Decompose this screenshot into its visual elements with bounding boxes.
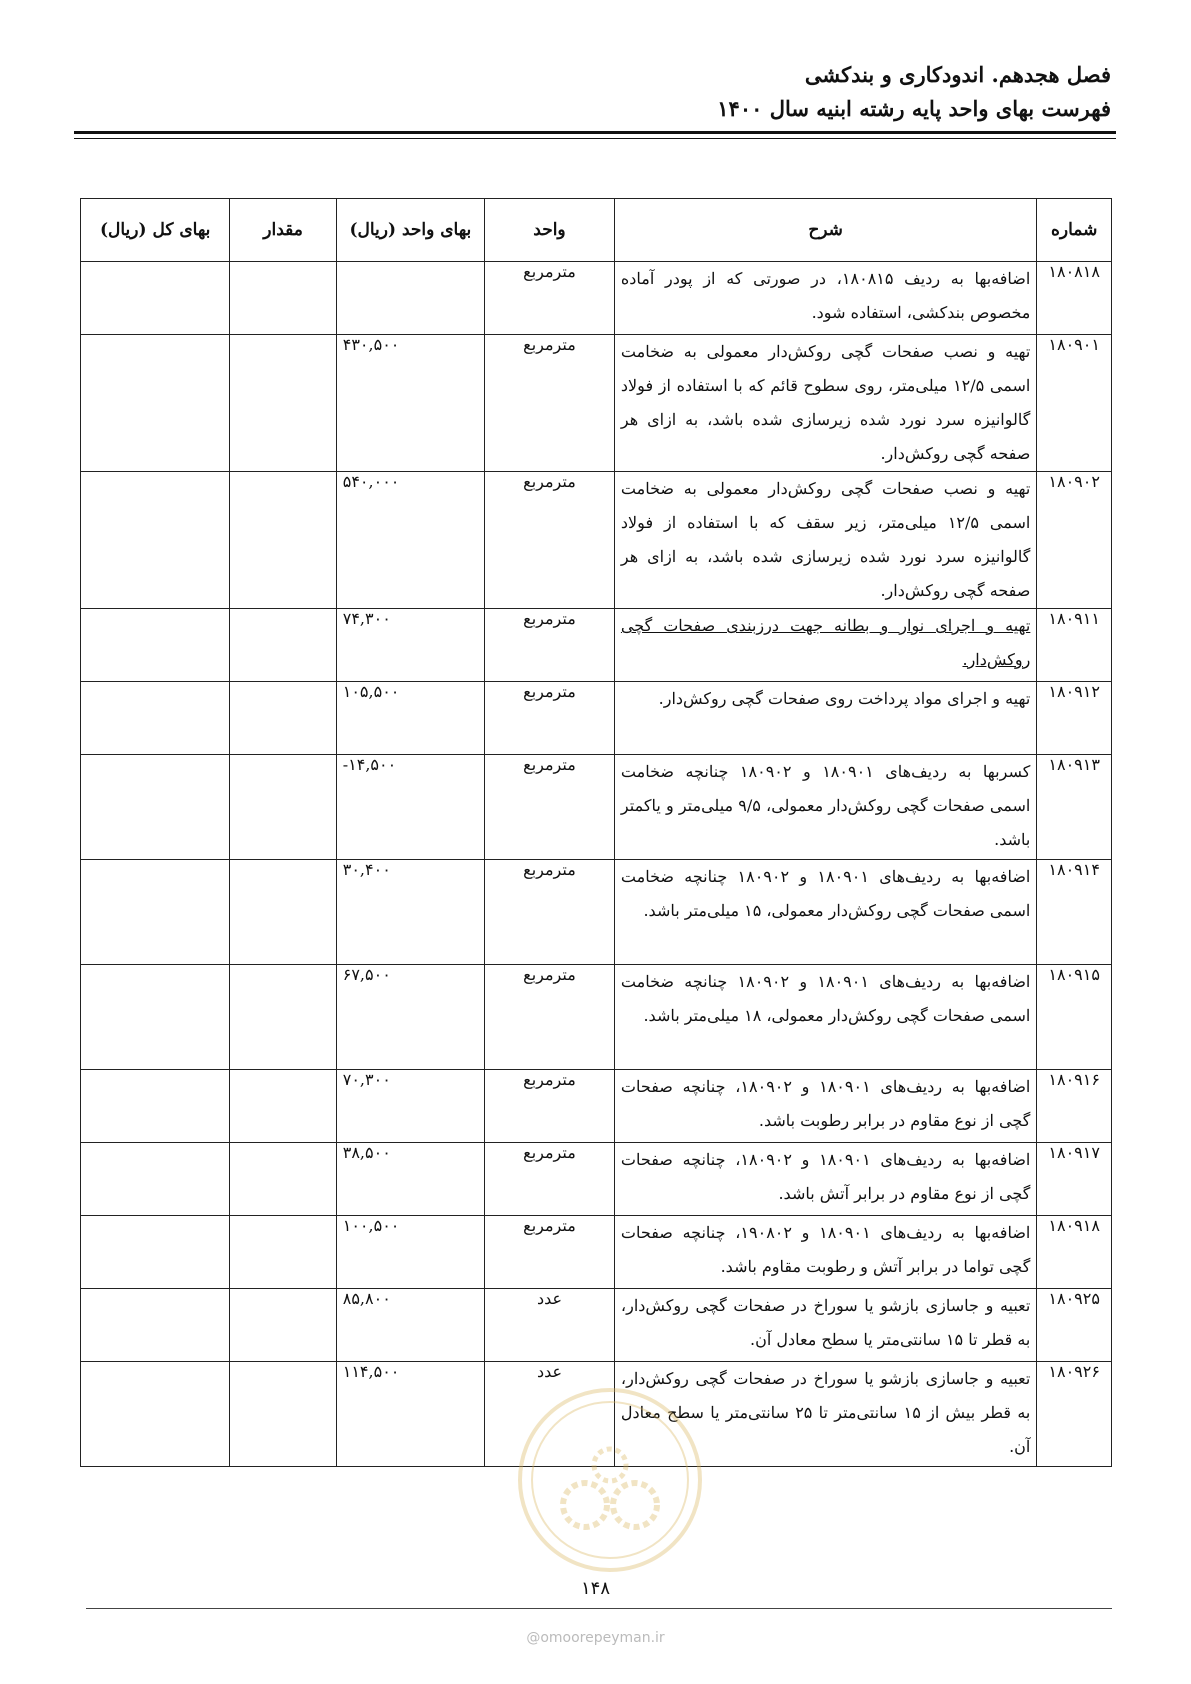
- item-quantity: [230, 682, 336, 755]
- item-total-price: [81, 755, 230, 860]
- item-unit-price: -۱۴,۵۰۰: [336, 755, 484, 860]
- item-unit: مترمربع: [485, 965, 615, 1070]
- footer-rule: [86, 1608, 1112, 1609]
- item-unit: مترمربع: [485, 472, 615, 609]
- item-unit: عدد: [485, 1289, 615, 1362]
- item-unit-price: [336, 262, 484, 335]
- item-total-price: [81, 1216, 230, 1289]
- item-number: ۱۸۰۹۲۵: [1037, 1289, 1112, 1362]
- page-number: ۱۴۸: [580, 1578, 610, 1599]
- table-row: [81, 755, 1112, 860]
- item-unit-price: ۳۸,۵۰۰: [336, 1143, 484, 1216]
- item-total-price: [81, 1070, 230, 1143]
- item-total-price: [81, 1143, 230, 1216]
- table-row: [81, 682, 1112, 755]
- item-quantity: [230, 262, 336, 335]
- column-header-unit: واحد: [485, 199, 615, 262]
- chapter-title: فصل هجدهم. اندودکاری و بندکشی: [804, 62, 1111, 87]
- item-unit: مترمربع: [485, 1070, 615, 1143]
- item-description: اضافه‌بها به ردیف‌های ۱۸۰۹۰۱ و ۱۸۰۹۰۲ چنانچه ضخامت اسمی صفحات گچی روکش‌دار معمولی، ۱۸ میلی‌متر باشد.: [614, 965, 1036, 1070]
- column-header-total-price: بهای کل (ریال): [81, 199, 230, 262]
- item-number: ۱۸۰۹۱۸: [1037, 1216, 1112, 1289]
- item-description: تهیه و اجرای مواد پرداخت روی صفحات گچی روکش‌دار.: [614, 682, 1036, 755]
- item-description: تعبیه و جاسازی بازشو یا سوراخ در صفحات گچی روکش‌دار، به قطر بیش از ۱۵ سانتی‌متر تا ۲۵ سانتی‌متر یا سطح معادل آن.: [614, 1362, 1036, 1467]
- item-number: ۱۸۰۹۱۶: [1037, 1070, 1112, 1143]
- item-total-price: [81, 1289, 230, 1362]
- item-quantity: [230, 335, 336, 472]
- item-unit-price: ۷۴,۳۰۰: [336, 609, 484, 682]
- table-row: [81, 1289, 1112, 1362]
- item-total-price: [81, 335, 230, 472]
- price-table: [80, 198, 1112, 1467]
- column-header-quantity: مقدار: [230, 199, 336, 262]
- item-total-price: [81, 472, 230, 609]
- table-row: [81, 860, 1112, 965]
- item-unit-price: ۱۰۵,۵۰۰: [336, 682, 484, 755]
- item-unit-price: ۸۵,۸۰۰: [336, 1289, 484, 1362]
- table-row: [81, 1216, 1112, 1289]
- item-number: ۱۸۰۹۱۴: [1037, 860, 1112, 965]
- table-row: [81, 472, 1112, 609]
- item-description: اضافه‌بها به ردیف ۱۸۰۸۱۵، در صورتی که از پودر آماده مخصوص بندکشی، استفاده شود.: [614, 262, 1036, 335]
- item-total-price: [81, 1362, 230, 1467]
- item-description: تهیه و نصب صفحات گچی روکش‌دار معمولی به ضخامت اسمی ۱۲/۵ میلی‌متر، روی سطوح قائم که با استفاده از فولاد گالوانیزه سرد نورد شده زیرسازی شده باشد، به ازای هر صفحه گچی روکش‌دار.: [614, 335, 1036, 472]
- item-quantity: [230, 1289, 336, 1362]
- item-unit: مترمربع: [485, 609, 615, 682]
- item-unit-price: ۳۰,۴۰۰: [336, 860, 484, 965]
- item-description: تهیه و اجرای نوار و بطانه جهت درزبندی صفحات گچی روکش‌دار.: [614, 609, 1036, 682]
- item-description: اضافه‌بها به ردیف‌های ۱۸۰۹۰۱ و ۱۸۰۹۰۲ چنانچه ضخامت اسمی صفحات گچی روکش‌دار معمولی، ۱۵ میلی‌متر باشد.: [614, 860, 1036, 965]
- site-watermark: @omoorepeyman.ir: [526, 1630, 665, 1646]
- table-row: [81, 335, 1112, 472]
- column-header-description: شرح: [614, 199, 1036, 262]
- item-number: ۱۸۰۹۲۶: [1037, 1362, 1112, 1467]
- item-total-price: [81, 860, 230, 965]
- column-header-unit-price: بهای واحد (ریال): [336, 199, 484, 262]
- table-header-row: [81, 199, 1112, 262]
- item-quantity: [230, 965, 336, 1070]
- item-description: اضافه‌بها به ردیف‌های ۱۸۰۹۰۱ و ۱۹۰۸۰۲، چنانچه صفحات گچی تواما در برابر آتش و رطوبت مقاوم باشد.: [614, 1216, 1036, 1289]
- item-number: ۱۸۰۹۰۲: [1037, 472, 1112, 609]
- item-unit: مترمربع: [485, 335, 615, 472]
- item-quantity: [230, 1143, 336, 1216]
- table-row: [81, 1070, 1112, 1143]
- item-unit: مترمربع: [485, 1143, 615, 1216]
- table-row: [81, 1362, 1112, 1467]
- document-subtitle: فهرست بهای واحد پایه رشته ابنیه سال ۱۴۰۰: [717, 96, 1111, 121]
- item-quantity: [230, 472, 336, 609]
- item-unit: مترمربع: [485, 860, 615, 965]
- item-unit-price: ۵۴۰,۰۰۰: [336, 472, 484, 609]
- item-description: تهیه و نصب صفحات گچی روکش‌دار معمولی به ضخامت اسمی ۱۲/۵ میلی‌متر، زیر سقف که با استفاده از فولاد گالوانیزه سرد نورد شده زیرسازی شده باشد، به ازای هر صفحه گچی روکش‌دار.: [614, 472, 1036, 609]
- item-total-price: [81, 609, 230, 682]
- table-row: [81, 262, 1112, 335]
- item-unit: مترمربع: [485, 1216, 615, 1289]
- item-total-price: [81, 965, 230, 1070]
- item-quantity: [230, 1216, 336, 1289]
- item-unit: مترمربع: [485, 262, 615, 335]
- item-unit-price: ۴۳۰,۵۰۰: [336, 335, 484, 472]
- column-header-number: شماره: [1037, 199, 1112, 262]
- item-number: ۱۸۰۹۱۳: [1037, 755, 1112, 860]
- item-number: ۱۸۰۹۱۱: [1037, 609, 1112, 682]
- item-quantity: [230, 609, 336, 682]
- item-description: کسربها به ردیف‌های ۱۸۰۹۰۱ و ۱۸۰۹۰۲ چنانچه ضخامت اسمی صفحات گچی روکش‌دار معمولی، ۹/۵ میلی‌متر و یاکمتر باشد.: [614, 755, 1036, 860]
- header-rule-thick: [74, 131, 1116, 134]
- item-unit-price: ۶۷,۵۰۰: [336, 965, 484, 1070]
- item-total-price: [81, 682, 230, 755]
- item-description: اضافه‌بها به ردیف‌های ۱۸۰۹۰۱ و ۱۸۰۹۰۲، چنانچه صفحات گچی از نوع مقاوم در برابر رطوبت باشد.: [614, 1070, 1036, 1143]
- table-row: [81, 609, 1112, 682]
- item-number: ۱۸۰۹۱۲: [1037, 682, 1112, 755]
- item-description: تعبیه و جاسازی بازشو یا سوراخ در صفحات گچی روکش‌دار، به قطر تا ۱۵ سانتی‌متر یا سطح معادل آن.: [614, 1289, 1036, 1362]
- header-rule-thin: [74, 138, 1116, 139]
- item-number: ۱۸۰۹۱۵: [1037, 965, 1112, 1070]
- item-unit: مترمربع: [485, 755, 615, 860]
- item-unit-price: ۱۰۰,۵۰۰: [336, 1216, 484, 1289]
- item-unit: مترمربع: [485, 682, 615, 755]
- item-total-price: [81, 262, 230, 335]
- item-quantity: [230, 755, 336, 860]
- item-description: اضافه‌بها به ردیف‌های ۱۸۰۹۰۱ و ۱۸۰۹۰۲، چنانچه صفحات گچی از نوع مقاوم در برابر آتش باشد.: [614, 1143, 1036, 1216]
- item-number: ۱۸۰۸۱۸: [1037, 262, 1112, 335]
- item-quantity: [230, 1362, 336, 1467]
- item-number: ۱۸۰۹۱۷: [1037, 1143, 1112, 1216]
- item-unit-price: ۷۰,۳۰۰: [336, 1070, 484, 1143]
- item-number: ۱۸۰۹۰۱: [1037, 335, 1112, 472]
- item-unit: عدد: [485, 1362, 615, 1467]
- item-quantity: [230, 1070, 336, 1143]
- item-quantity: [230, 860, 336, 965]
- page-header: [71, 58, 1111, 126]
- table-row: [81, 965, 1112, 1070]
- item-unit-price: ۱۱۴,۵۰۰: [336, 1362, 484, 1467]
- table-row: [81, 1143, 1112, 1216]
